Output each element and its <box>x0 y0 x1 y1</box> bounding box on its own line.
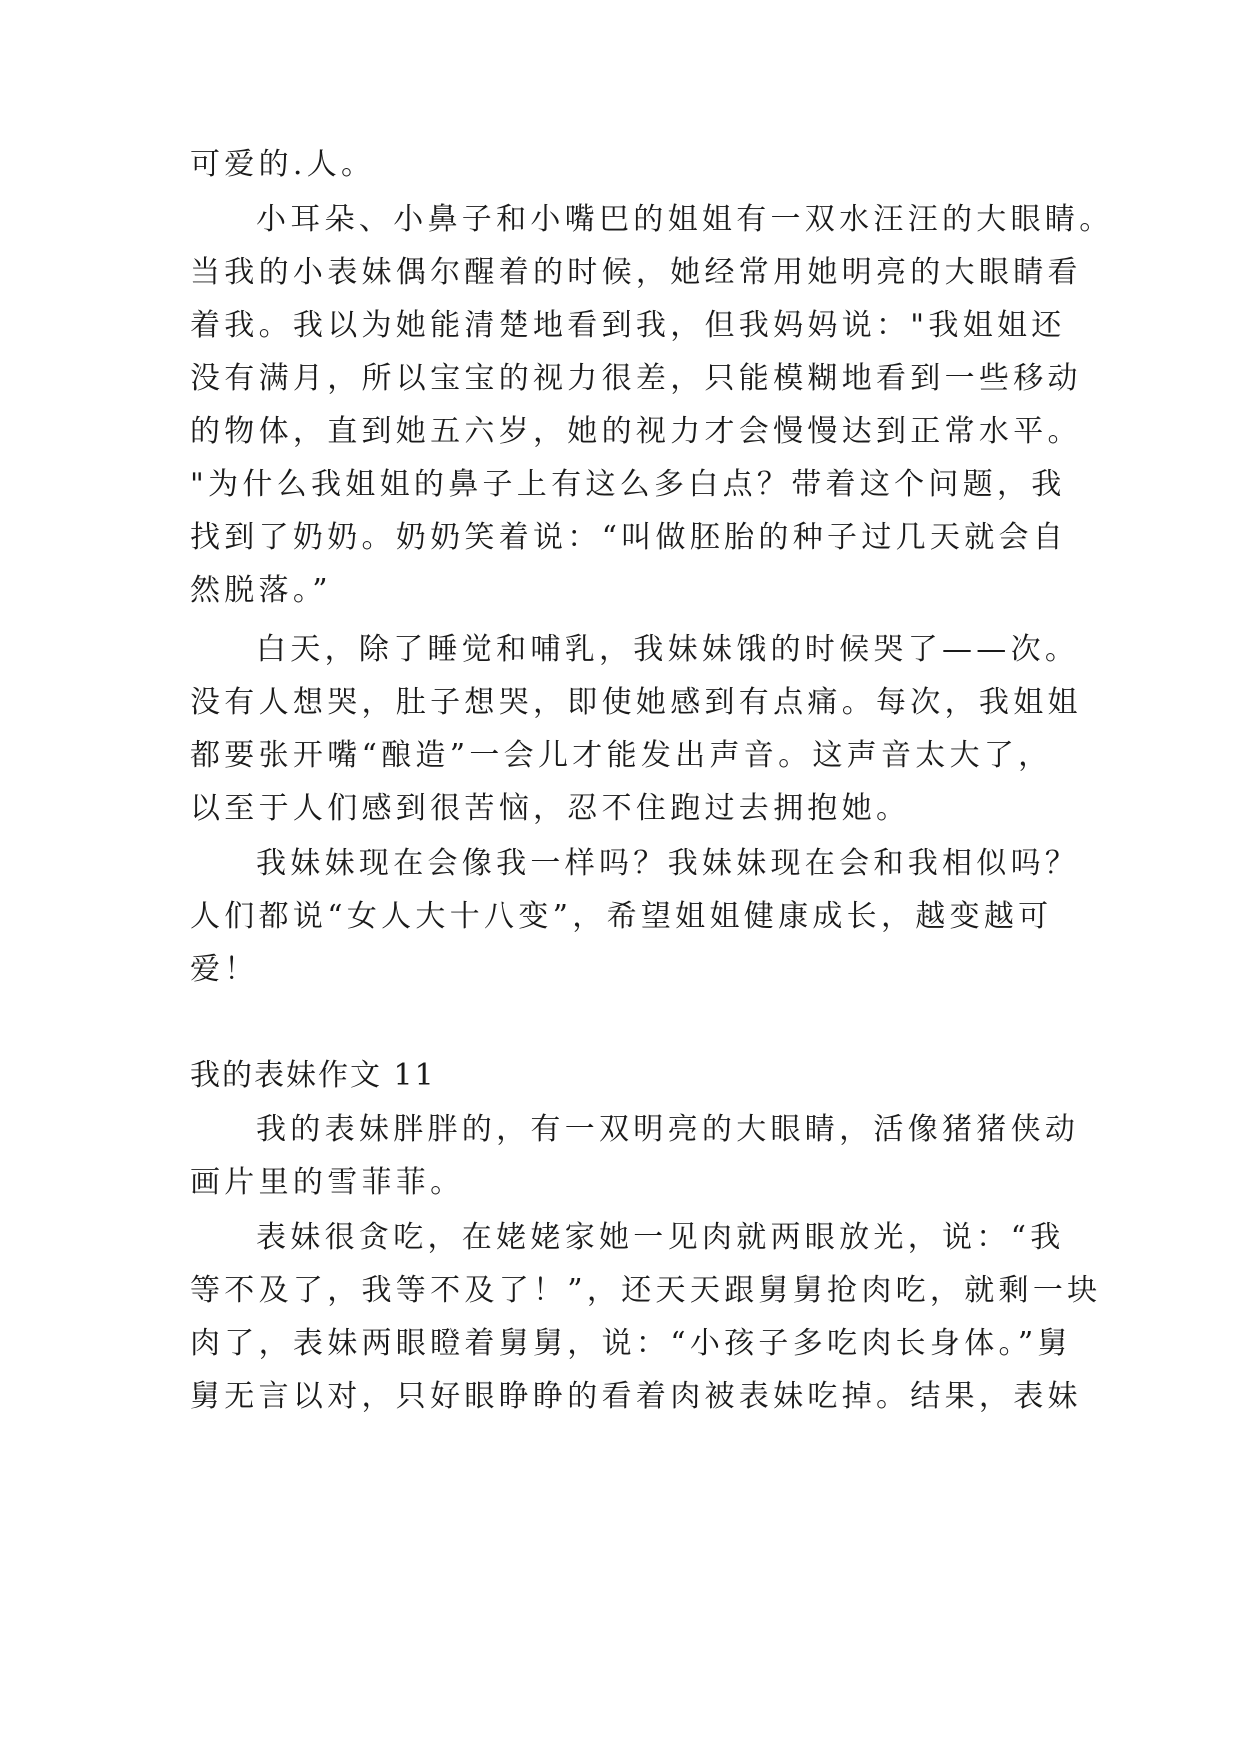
text-line: 的物体，直到她五六岁，她的视力才会慢慢达到正常水平。 <box>190 414 1082 449</box>
text-line: 然脱落。” <box>190 573 332 608</box>
text-line: 以至于人们感到很苦恼，忍不住跑过去拥抱她。 <box>190 791 911 826</box>
text-line: 爱！ <box>190 952 259 987</box>
text-line: 都要张开嘴“酿造”一会儿才能发出声音。这声音太大了， <box>190 738 1053 773</box>
text-line: 舅无言以对，只好眼睁睁的看着肉被表妹吃掉。结果，表妹 <box>190 1379 1082 1414</box>
section-heading: 我的表妹作文 11 <box>190 1058 436 1093</box>
paragraph-start-line: 我妹妹现在会像我一样吗？我妹妹现在会和我相似吗？ <box>256 846 1080 881</box>
text-line: 人们都说“女人大十八变”，希望姐姐健康成长，越变越可 <box>190 899 1053 934</box>
text-line: 等不及了，我等不及了！”，还天天跟舅舅抢肉吃，就剩一块 <box>190 1273 1102 1308</box>
text-line: 没有满月，所以宝宝的视力很差，只能模糊地看到一些移动 <box>190 361 1082 396</box>
text-line: "为什么我姐姐的鼻子上有这么多白点？带着这个问题，我 <box>190 467 1066 502</box>
paragraph-start-line: 白天，除了睡觉和哺乳，我妹妹饿的时候哭了——次。 <box>256 632 1080 667</box>
text-line: 画片里的雪菲菲。 <box>190 1165 465 1200</box>
text-line: 找到了奶奶。奶奶笑着说：“叫做胚胎的种子过几天就会自 <box>190 520 1068 555</box>
text-line: 肉了，表妹两眼瞪着舅舅，说：“小孩子多吃肉长身体。”舅 <box>190 1326 1072 1361</box>
text-line: 当我的小表妹偶尔醒着的时候，她经常用她明亮的大眼睛看 <box>190 255 1082 290</box>
paragraph-start-line: 表妹很贪吃，在姥姥家她一见肉就两眼放光，说：“我 <box>256 1220 1065 1255</box>
text-line: 没有人想哭，肚子想哭，即使她感到有点痛。每次，我姐姐 <box>190 685 1082 720</box>
paragraph-start-line: 小耳朵、小鼻子和小嘴巴的姐姐有一双水汪汪的大眼睛。 <box>256 202 1114 237</box>
paragraph-start-line: 我的表妹胖胖的，有一双明亮的大眼睛，活像猪猪侠动 <box>256 1112 1080 1147</box>
text-line: 可爱的.人。 <box>190 147 376 182</box>
text-line: 着我。我以为她能清楚地看到我，但我妈妈说："我姐姐还 <box>190 308 1066 343</box>
